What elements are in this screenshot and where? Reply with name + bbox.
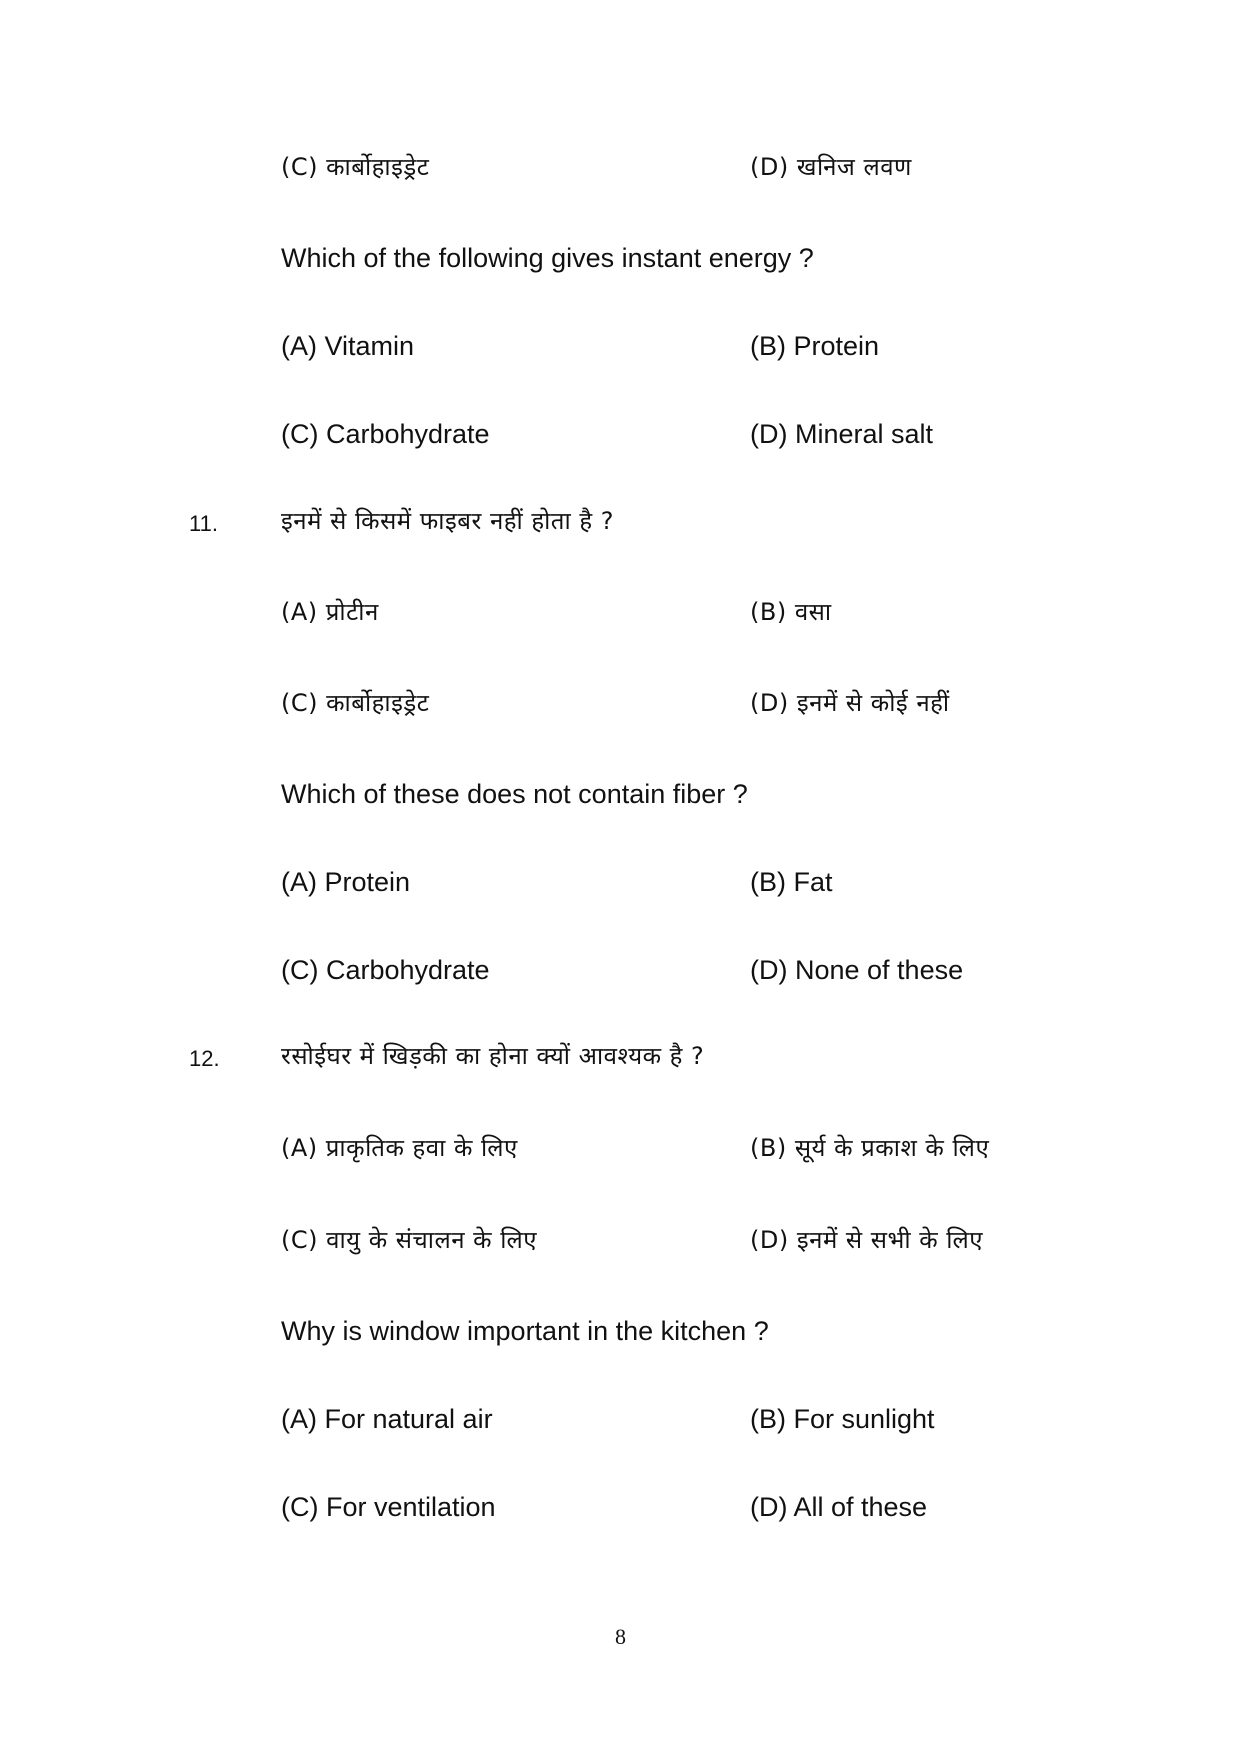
q12-hi-question: रसोईघर में खिड़की का होना क्यों आवश्यक है ?: [281, 1042, 705, 1070]
q11-hi-option-a: (A) प्रोटीन: [281, 598, 379, 626]
q12-hi-option-c: (C) वायु के संचालन के लिए: [281, 1226, 538, 1254]
q11-en-option-b: (B) Fat: [750, 867, 833, 897]
q11-en-option-c: (C) Carbohydrate: [281, 955, 490, 985]
q12-en-question: Why is window important in the kitchen ?: [281, 1316, 769, 1346]
q12-hi-option-d: (D) इनमें से सभी के लिए: [750, 1226, 984, 1254]
q11-hi-option-d: (D) इनमें से कोई नहीं: [750, 689, 950, 717]
q12-hi-option-a: (A) प्राकृतिक हवा के लिए: [281, 1134, 518, 1162]
q11-hi-option-c: (C) कार्बोहाइड्रेट: [281, 689, 430, 717]
q10-en-option-c: (C) Carbohydrate: [281, 419, 490, 449]
q10-hi-option-d: (D) खनिज लवण: [750, 153, 912, 181]
q12-en-option-a: (A) For natural air: [281, 1404, 493, 1434]
q11-number: 11.: [189, 511, 218, 536]
q11-en-option-a: (A) Protein: [281, 867, 411, 897]
q12-en-option-c: (C) For ventilation: [281, 1492, 496, 1522]
page-number: 8: [615, 1624, 626, 1649]
q10-en-option-a: (A) Vitamin: [281, 331, 415, 361]
q12-en-option-b: (B) For sunlight: [750, 1404, 935, 1434]
q10-en-option-b: (B) Protein: [750, 331, 880, 361]
q11-hi-option-b: (B) वसा: [750, 598, 832, 626]
q12-hi-option-b: (B) सूर्य के प्रकाश के लिए: [750, 1134, 990, 1162]
q11-en-question: Which of these does not contain fiber ?: [281, 779, 748, 809]
q12-number: 12.: [189, 1046, 220, 1071]
q10-hi-option-c: (C) कार्बोहाइड्रेट: [281, 153, 430, 181]
q12-en-option-d: (D) All of these: [750, 1492, 928, 1522]
q10-en-question: Which of the following gives instant energy ?: [281, 243, 814, 273]
q11-hi-question: इनमें से किसमें फाइबर नहीं होता है ?: [281, 507, 614, 535]
q10-en-option-d: (D) Mineral salt: [750, 419, 934, 449]
q11-en-option-d: (D) None of these: [750, 955, 964, 985]
